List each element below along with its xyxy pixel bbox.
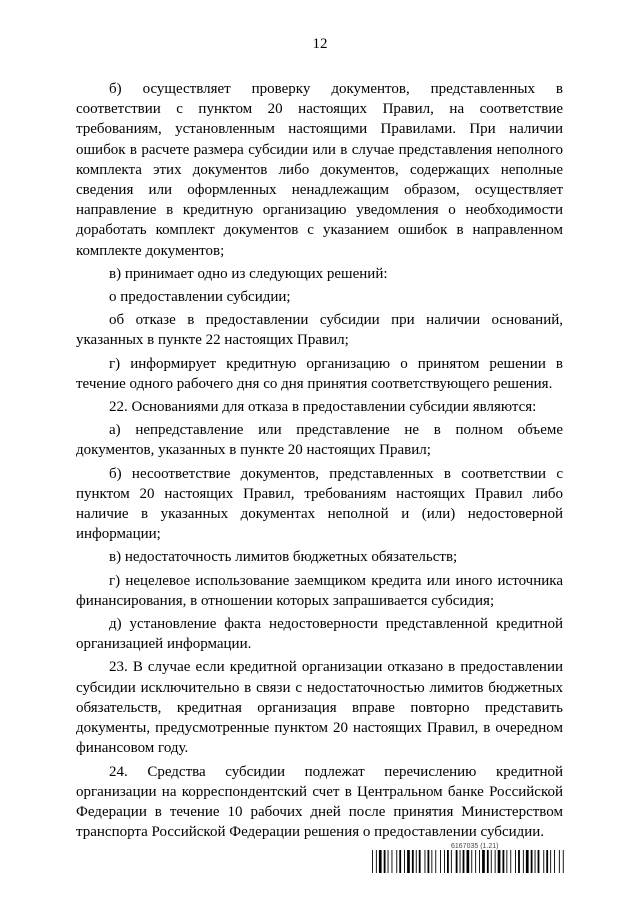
paragraph-b-check: б) осуществляет проверку документов, представленных в соответствии с пунктом 20 настоящих Правил, на соответствие требованиям, установленным настоящими Правилами. При наличии ошибок в расчете размера субсидии или в случае представления неполного комплекта этих документов либо документов, содержащих неполные сведения или оформленных ненадлежащим образом, осуществляет направление в кредитную организацию уведомления о необходимости доработать комплект документов с указанием ошибок в направленном комплекте документов; xyxy=(76,81,563,259)
footer-document-code: 6167035 (1.21) xyxy=(451,843,499,850)
paragraph-22-grounds: 22. Основаниями для отказа в предоставлении субсидии являются: xyxy=(109,399,537,416)
barcode-icon xyxy=(372,850,565,873)
paragraph-24-transfer: 24. Средства субсидии подлежат перечислению кредитной организации на корреспондентский счет в Центральном банке Российской Федерации в течение 10 рабочих дней после принятия Министерством транспорта Российской Федерации решения о предоставлении субсидии. xyxy=(76,763,563,841)
paragraph-g-misuse: г) нецелевое использование заемщиком кредита или иного источника финансирования, в отношении которых запрашивается субсидия; xyxy=(76,572,563,609)
paragraph-g-inform: г) информирует кредитную организацию о принятом решении в течение одного рабочего дня со дня принятия соответствующего решения. xyxy=(76,355,563,392)
paragraph-v-decision: в) принимает одно из следующих решений: xyxy=(109,265,388,282)
paragraph-d-false-info: д) установление факта недостоверности представленной кредитной организацией информации. xyxy=(76,616,563,653)
document-body xyxy=(76,79,563,845)
paragraph-a-nonsubmission: а) непредставление или представление не в полном объеме документов, указанных в пункте 20 настоящих Правил; xyxy=(76,422,563,459)
paragraph-v-limits: в) недостаточность лимитов бюджетных обязательств; xyxy=(109,549,458,566)
paragraph-grant: о предоставлении субсидии; xyxy=(109,289,291,306)
page-number: 12 xyxy=(312,36,328,52)
paragraph-23-resubmission: 23. В случае если кредитной организации отказано в предоставлении субсидии исключительно в связи с недостаточностью лимитов бюджетных обязательств, кредитная организация вправе повторно представить документы, предусмотренные пунктом 20 настоящих Правил, в очередном финансовом году. xyxy=(76,659,563,757)
paragraph-refusal: об отказе в предоставлении субсидии при наличии оснований, указанных в пункте 22 настоящих Правил; xyxy=(76,312,563,349)
paragraph-b-noncompliance: б) несоответствие документов, представленных в соответствии с пунктом 20 настоящих Правил, требованиям настоящих Правил либо наличие в указанных документах неполной и (или) недостоверной информации; xyxy=(76,465,563,543)
